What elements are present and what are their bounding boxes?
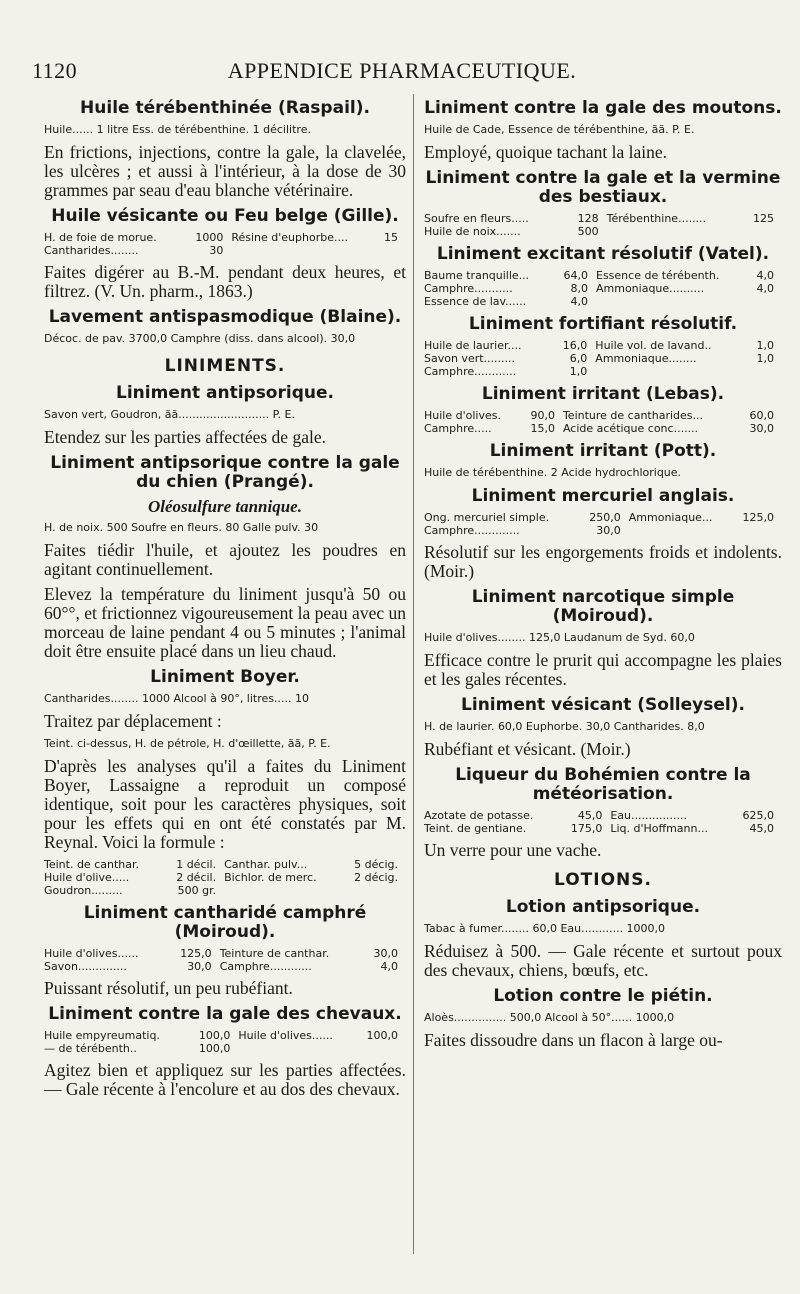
ingredient-name: Térébenthine........: [606, 212, 707, 225]
ingredient-name: Camphre.....: [424, 422, 492, 435]
section-heading: Lotion antipsorique.: [505, 897, 701, 917]
formula-line: Savon vert, Goudron, ãã.......................... P. E.: [44, 408, 295, 421]
formula-line: Cantharides........ 1000 Alcool à 90°, litres..... 10: [44, 692, 309, 705]
ingredient-name: Huile de laurier....: [424, 339, 522, 352]
section-heading: Liniment cantharidé camphré (Moiroud).: [83, 903, 367, 942]
formula-row: [424, 409, 782, 422]
page-number: 1120: [32, 58, 78, 83]
ingredient-quantity: [733, 524, 782, 537]
ingredient-quantity: 90,0: [530, 409, 555, 422]
formula-line: Huile...... 1 litre Ess. de térébenthine. 1 décilitre.: [44, 123, 311, 136]
formula-row: [44, 1029, 406, 1042]
formula-line: H. de noix. 500 Soufre en fleurs. 80 Galle pulv. 30: [44, 521, 319, 534]
body-paragraph: Un verre pour une vache.: [424, 840, 602, 860]
ingredient-quantity: 4,0: [756, 269, 774, 282]
ingredient-quantity: 45,0: [749, 822, 774, 835]
ingredient-name: Goudron.........: [44, 884, 123, 897]
section-heading: Liniment fortifiant résolutif.: [468, 314, 738, 334]
ingredient-quantity: [357, 1042, 406, 1055]
ingredient-name: Résine d'euphorbe....: [231, 231, 348, 244]
ingredient-name: [607, 225, 743, 238]
body-paragraph: Efficace contre le prurit qui accompagne les plaies et les gales récentes.: [424, 650, 782, 689]
body-paragraph: Réduisez à 500. — Gale récente et surtout poux des chevaux, chiens, bœufs, etc.: [424, 941, 782, 980]
ingredient-quantity: 4,0: [570, 295, 588, 308]
ingredient-quantity: 15,0: [530, 422, 555, 435]
ingredient-quantity: 4,0: [756, 282, 774, 295]
ingredient-quantity: 60,0: [749, 409, 774, 422]
formula-row: [424, 511, 782, 524]
ingredient-quantity: 128: [577, 212, 599, 225]
ingredient-quantity: 100,0: [198, 1042, 231, 1055]
body-paragraph: Employé, quoique tachant la laine.: [424, 142, 667, 162]
ingredient-name: [238, 1042, 356, 1055]
ingredient-quantity: 500 gr.: [177, 884, 217, 897]
section-heading: Liniment antipsorique.: [116, 383, 334, 403]
formula-line: Aloès............... 500,0 Alcool à 50°...... 1000,0: [424, 1011, 675, 1024]
section-heading: Liniment contre la gale des chevaux.: [48, 1004, 402, 1024]
ingredient-name: [595, 365, 748, 378]
ingredient-name: Ong. mercuriel simple.: [424, 511, 550, 524]
ingredient-quantity: 1,0: [569, 365, 588, 378]
ingredient-name: Essence de térébenth.: [596, 269, 720, 282]
ingredient-quantity: 4,0: [380, 960, 398, 973]
right-column: [424, 92, 782, 1056]
formula-row: [424, 212, 782, 225]
ingredient-quantity: 1,0: [756, 352, 774, 365]
ingredient-quantity: 625,0: [742, 809, 774, 822]
formula-row: [424, 822, 782, 835]
formula-row: [44, 858, 406, 871]
ingredient-quantity: 30,0: [749, 422, 774, 435]
column-divider: [413, 94, 414, 1254]
ingredient-name: Liq. d'Hoffmann...: [610, 822, 708, 835]
ingredient-name: Huile d'olive.....: [44, 871, 130, 884]
formula-row: [424, 225, 782, 238]
formula-row: [424, 809, 782, 822]
formula-row: [424, 282, 782, 295]
ingredient-name: Ammoniaque..........: [596, 282, 705, 295]
formula-table: [424, 269, 782, 308]
section-heading: Liniment Boyer.: [150, 667, 300, 687]
formula-line: Décoc. de pav. 3700,0 Camphre (diss. dans alcool). 30,0: [44, 332, 356, 345]
page-header: [32, 58, 772, 88]
ingredient-quantity: 64,0: [563, 269, 588, 282]
body-paragraph: Puissant résolutif, un peu rubéfiant.: [44, 978, 293, 998]
ingredient-quantity: [378, 244, 406, 257]
ingredient-quantity: 5 décig.: [354, 858, 398, 871]
ingredient-name: [231, 244, 378, 257]
formula-line: Teint. ci-dessus, H. de pétrole, H. d'œillette, ãã, P. E.: [44, 737, 331, 750]
section-heading: Liqueur du Bohémien contre la météorisation.: [455, 765, 751, 804]
formula-table: [424, 409, 782, 435]
ingredient-quantity: 30,0: [373, 947, 398, 960]
formula-row: [44, 884, 406, 897]
section-heading: Huile vésicante ou Feu belge (Gille).: [51, 206, 399, 226]
ingredient-name: Huile de noix.......: [424, 225, 521, 238]
ingredient-name: Camphre............: [219, 960, 312, 973]
formula-row: [44, 244, 406, 257]
ingredient-name: Teint. de gentiane.: [424, 822, 527, 835]
body-paragraph: Faites digérer au B.-M. pendant deux heures, et filtrez. (V. Un. pharm., 1863.): [44, 262, 406, 301]
ingredient-name: Eau................: [610, 809, 687, 822]
ingredient-quantity: [742, 225, 782, 238]
formula-row: [44, 871, 406, 884]
ingredient-quantity: 15: [384, 231, 398, 244]
formula-row: [424, 269, 782, 282]
formula-row: [44, 947, 406, 960]
ingredient-name: Huile d'olives.: [424, 409, 501, 422]
section-heading: Liniment contre la gale et la vermine des bestiaux.: [425, 168, 781, 207]
ingredient-name: Ammoniaque........: [595, 352, 697, 365]
ingredient-name: Huile vol. de lavand..: [595, 339, 712, 352]
ingredient-quantity: 175,0: [570, 822, 603, 835]
ingredient-quantity: [750, 295, 782, 308]
ingredient-name: Acide acétique conc.......: [562, 422, 699, 435]
formula-table: [44, 1029, 406, 1055]
ingredient-name: Baume tranquille...: [424, 269, 530, 282]
formula-table: [44, 231, 406, 257]
ingredient-name: Teinture de canthar.: [219, 947, 330, 960]
formula-line: Huile de Cade, Essence de térébenthine, ãã. P. E.: [424, 123, 695, 136]
ingredient-quantity: 30,0: [596, 524, 621, 537]
ingredient-name: [629, 524, 733, 537]
ingredient-quantity: 125,0: [742, 511, 774, 524]
formula-table: [424, 339, 782, 378]
formula-line: Huile d'olives........ 125,0 Laudanum de Syd. 60,0: [424, 631, 695, 644]
formula-row: [44, 960, 406, 973]
section-heading: Liniment irritant (Lebas).: [481, 384, 725, 404]
italic-subtitle: Oléosulfure tannique.: [148, 497, 302, 516]
ingredient-quantity: 500: [577, 225, 599, 238]
ingredient-quantity: 1 décil.: [176, 858, 217, 871]
chapter-heading: LINIMENTS.: [164, 356, 286, 376]
formula-row: [424, 365, 782, 378]
section-heading: Liniment vésicant (Solleysel).: [461, 695, 745, 715]
formula-row: [424, 295, 782, 308]
formula-line: Huile de térébenthine. 2 Acide hydrochlorique.: [424, 466, 682, 479]
body-paragraph: En frictions, injections, contre la gale, la clavelée, les ulcères ; et aussi à l'intérieur, à la dose de 30 grammes par seau d'eau blanche vétérinaire.: [44, 142, 406, 200]
formula-row: [424, 352, 782, 365]
ingredient-name: Savon..............: [44, 960, 127, 973]
formula-row: [44, 231, 406, 244]
body-paragraph: Faites tiédir l'huile, et ajoutez les poudres en agitant continuellement.: [44, 540, 406, 579]
ingredient-quantity: 100,0: [198, 1029, 231, 1042]
ingredient-name: Teint. de canthar.: [44, 858, 139, 871]
ingredient-name: Camphre............: [424, 365, 517, 378]
ingredient-quantity: 2 décil.: [176, 871, 217, 884]
formula-table: [44, 947, 406, 973]
formula-table: [424, 212, 782, 238]
ingredient-name: [596, 295, 750, 308]
formula-row: [424, 524, 782, 537]
formula-table: [44, 858, 406, 897]
ingredient-name: Huile d'olives......: [44, 947, 139, 960]
ingredient-name: — de térébenth..: [44, 1042, 137, 1055]
section-heading: Liniment mercuriel anglais.: [471, 486, 735, 506]
section-heading: Lavement antispasmodique (Blaine).: [48, 307, 402, 327]
left-column: [44, 92, 406, 1105]
formula-line: H. de laurier. 60,0 Euphorbe. 30,0 Cantharides. 8,0: [424, 720, 705, 733]
ingredient-quantity: [341, 884, 406, 897]
ingredient-quantity: 30: [209, 244, 224, 257]
formula-table: [424, 511, 782, 537]
ingredient-name: Camphre...........: [424, 282, 513, 295]
body-paragraph: Traitez par déplacement :: [44, 711, 222, 731]
ingredient-name: Soufre en fleurs.....: [424, 212, 529, 225]
ingredient-name: Ammoniaque...: [628, 511, 713, 524]
ingredient-name: Camphre.............: [424, 524, 520, 537]
ingredient-name: Huile d'olives......: [238, 1029, 333, 1042]
ingredient-name: H. de foie de morue.: [44, 231, 157, 244]
body-paragraph: Faites dissoudre dans un flacon à large ou-: [424, 1030, 723, 1050]
section-heading: Huile térébenthinée (Raspail).: [80, 98, 370, 118]
ingredient-name: Huile empyreumatiq.: [44, 1029, 160, 1042]
ingredient-quantity: 6,0: [569, 352, 588, 365]
ingredient-name: Cantharides........: [44, 244, 139, 257]
formula-row: [424, 422, 782, 435]
ingredient-quantity: 16,0: [562, 339, 588, 352]
formula-row: [424, 339, 782, 352]
ingredient-quantity: 125,0: [180, 947, 212, 960]
ingredient-quantity: 30,0: [187, 960, 212, 973]
section-heading: Liniment antipsorique contre la gale du chien (Prangé).: [50, 453, 400, 492]
section-heading: Liniment irritant (Pott).: [489, 441, 717, 461]
formula-table: [424, 809, 782, 835]
running-title: APPENDICE PHARMACEUTIQUE.: [227, 58, 577, 83]
formula-row: [44, 1042, 406, 1055]
ingredient-name: Canthar. pulv...: [224, 858, 308, 871]
ingredient-name: Savon vert.........: [424, 352, 516, 365]
formula-line: Tabac à fumer........ 60,0 Eau............ 1000,0: [424, 922, 666, 935]
ingredient-quantity: 1,0: [756, 339, 774, 352]
body-paragraph: D'après les analyses qu'il a faites du Liniment Boyer, Lassaigne a reproduit un composé identique, soit pour les caractères physiques, soit pour les effets qui en ont été constatés par M. Reynal. Voici la formule :: [44, 756, 406, 852]
body-paragraph: Agitez bien et appliquez sur les parties affectées. — Gale récente à l'encolure et au dos des chevaux.: [44, 1060, 406, 1099]
ingredient-quantity: 250,0: [589, 511, 621, 524]
ingredient-quantity: 100,0: [366, 1029, 398, 1042]
ingredient-name: Teinture de cantharides...: [562, 409, 704, 422]
section-heading: Liniment narcotique simple (Moiroud).: [471, 587, 735, 626]
ingredient-quantity: 1000: [195, 231, 224, 244]
ingredient-quantity: [748, 365, 782, 378]
body-paragraph: Résolutif sur les engorgements froids et indolents. (Moir.): [424, 542, 782, 581]
chapter-heading: LOTIONS.: [554, 870, 652, 890]
ingredient-quantity: 2 décig.: [354, 871, 398, 884]
body-paragraph: Elevez la température du liniment jusqu'à 50 ou 60°°, et frictionnez vigoureusement la peau avec un morceau de laine pendant 4 ou 5 minutes ; l'animal doit être ensuite placé dans un lieu chaud.: [44, 584, 406, 661]
section-heading: Lotion contre le piétin.: [493, 986, 713, 1006]
ingredient-name: Essence de lav......: [424, 295, 527, 308]
ingredient-quantity: 8,0: [570, 282, 588, 295]
ingredient-quantity: 45,0: [577, 809, 603, 822]
ingredient-name: [224, 884, 341, 897]
section-heading: Liniment contre la gale des moutons.: [424, 98, 782, 118]
ingredient-name: Azotate de potasse.: [424, 809, 534, 822]
body-paragraph: Etendez sur les parties affectées de gale.: [44, 427, 326, 447]
ingredient-quantity: 125: [753, 212, 774, 225]
section-heading: Liniment excitant résolutif (Vatel).: [436, 244, 770, 264]
body-paragraph: Rubéfiant et vésicant. (Moir.): [424, 739, 631, 759]
ingredient-name: Bichlor. de merc.: [224, 871, 317, 884]
